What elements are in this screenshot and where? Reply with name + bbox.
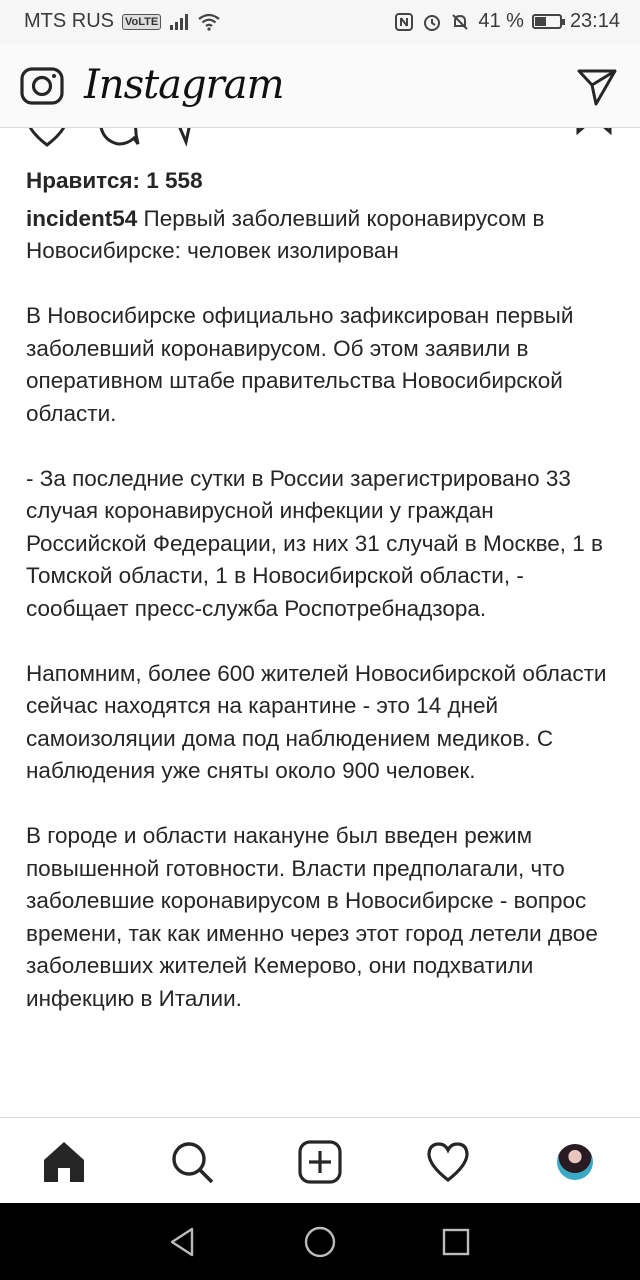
android-nav-bar [0, 1203, 640, 1280]
mute-bell-icon [450, 12, 470, 32]
volte-badge: VoLTE [122, 14, 161, 30]
caption-headline [26, 203, 616, 268]
battery-percent: 41 % [478, 10, 524, 32]
new-post-icon[interactable] [296, 1138, 344, 1186]
post-action-bar [0, 128, 640, 154]
signal-icon [169, 13, 189, 31]
clock: 23:14 [569, 10, 620, 32]
wifi-icon [197, 13, 221, 31]
caption-spacer [26, 268, 616, 301]
status-bar [0, 0, 640, 44]
like-heart-icon[interactable] [24, 128, 70, 148]
caption [26, 203, 616, 1016]
bottom-nav [0, 1117, 640, 1203]
profile-avatar[interactable] [557, 1144, 593, 1180]
alarm-icon [422, 12, 442, 32]
search-icon[interactable] [168, 1138, 216, 1186]
home-circle-icon[interactable] [303, 1225, 337, 1259]
direct-send-icon[interactable] [576, 66, 618, 106]
comment-icon[interactable] [96, 128, 140, 148]
likes-count[interactable]: Нравится: 1 558 [26, 168, 203, 193]
share-icon[interactable] [170, 128, 200, 148]
activity-heart-icon[interactable] [424, 1138, 472, 1186]
caption-spacer [26, 625, 616, 658]
nfc-icon [394, 12, 414, 32]
recents-icon[interactable] [439, 1225, 473, 1259]
post-username[interactable]: incident54 [26, 205, 138, 231]
battery-icon [532, 14, 562, 29]
caption-spacer [26, 430, 616, 463]
caption-spacer [26, 788, 616, 821]
caption-paragraph: Напомним, более 600 жителей Новосибирской области сейчас находятся на карантине - это 14 дней самоизоляции дома под наблюдением медиков. С наблюдения уже сняты около 900 человек. [26, 660, 613, 783]
caption-paragraph: В городе и области накануне был введен режим повышенной готовности. Власти предполагали, что заболевшие коронавирусом в Новосибирске - вопрос времени, так как именно через этот город летели двое заболевших жителей Кемерово, они подхватили инфекцию в Италии. [26, 823, 605, 1011]
camera-icon[interactable] [20, 66, 64, 106]
post-body [26, 165, 616, 1015]
app-header [0, 44, 640, 128]
home-icon[interactable] [40, 1138, 88, 1186]
caption-paragraph: В Новосибирске официально зафиксирован первый заболевший коронавирусом. Об этом заявили в оперативном штабе правительства Новосибирской области. [26, 303, 580, 426]
caption-paragraph: - За последние сутки в России зарегистрировано 33 случая коронавирусной инфекции у граждан Российской Федерации, из них 31 случай в Москве, 1 в Томской области, 1 в Новосибирской области, - сообщает пресс-служба Роспотребнадзора. [26, 465, 610, 621]
bookmark-icon[interactable] [574, 128, 614, 148]
instagram-logo: Instagram [84, 62, 284, 108]
caption-title: Первый заболевший коронавирусом в Новосибирске: человек изолирован [26, 205, 551, 263]
back-icon[interactable] [166, 1225, 200, 1259]
carrier-label: MTS RUS [24, 10, 114, 32]
